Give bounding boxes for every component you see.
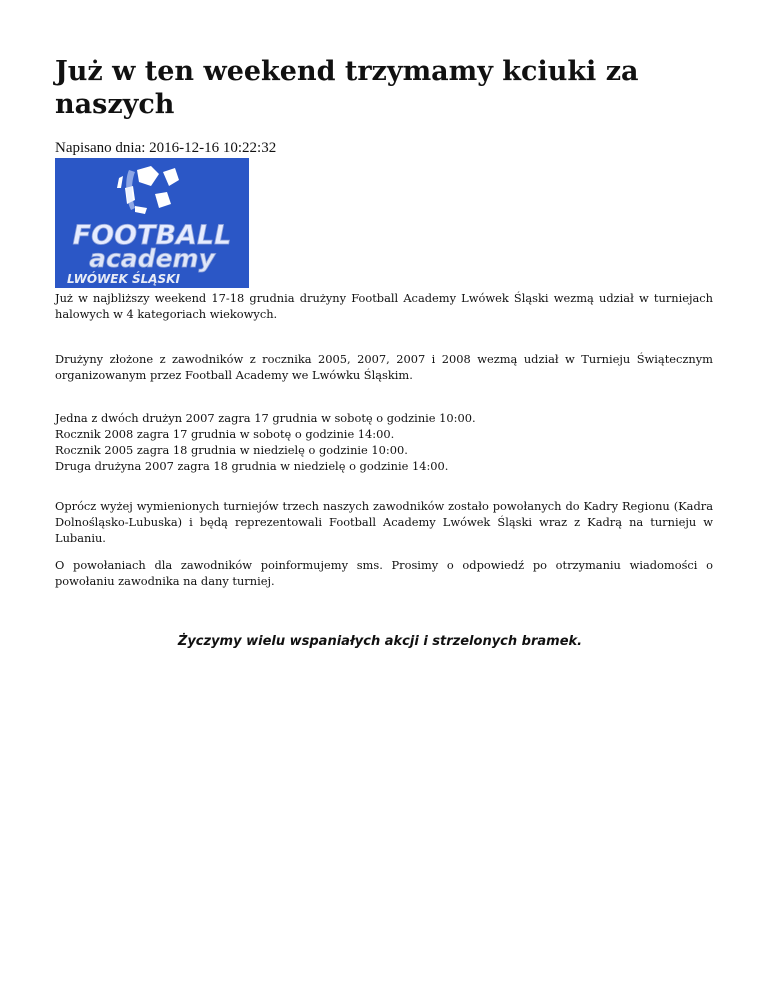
logo-graphic xyxy=(55,158,249,288)
schedule-list xyxy=(55,410,713,474)
paragraph-region-squad: Oprócz wyżej wymienionych turniejów trzech naszych zawodników zostało powołanych do Kadry Regionu (Kadra Dolnośląsko-Lubuska) i będą reprezentowali Football Academy Lwówek Śląski wraz z Kadrą na turnieju w Lubaniu. xyxy=(55,499,713,545)
schedule-item: Druga drużyna 2007 zagra 18 grudnia w niedzielę o godzinie 14:00. xyxy=(55,459,449,473)
football-academy-logo xyxy=(55,158,249,288)
logo-line2: academy xyxy=(89,244,215,273)
schedule-item: Jedna z dwóch drużyn 2007 zagra 17 grudnia w sobotę o godzinie 10:00. xyxy=(55,411,476,425)
logo-line1: FOOTBALL xyxy=(72,220,232,251)
closing-wish: Życzymy wielu wspaniałych akcji i strzelonych bramek. xyxy=(177,634,583,649)
paragraph-teams: Drużyny złożone z zawodników z rocznika 2005, 2007, 2007 i 2008 wezmą udział w Turnieju Świątecznym organizowanym przez Football Academy we Lwówku Śląskim. xyxy=(55,352,713,382)
article-title: Już w ten weekend trzymamy kciuki za naszych xyxy=(55,56,639,120)
schedule-item: Rocznik 2005 zagra 18 grudnia w niedzielę o godzinie 10:00. xyxy=(55,443,408,457)
post-date: Napisano dnia: 2016-12-16 10:22:32 xyxy=(55,140,277,156)
schedule-item: Rocznik 2008 zagra 17 grudnia w sobotę o godzinie 14:00. xyxy=(55,427,395,441)
paragraph-intro: Już w najbliższy weekend 17-18 grudnia drużyny Football Academy Lwówek Śląski wezmą udział w turniejach halowych w 4 kategoriach wiekowych. xyxy=(55,291,713,321)
logo-line3: LWÓWEK ŚLĄSKI xyxy=(67,272,180,286)
paragraph-sms: O powołaniach dla zawodników poinformujemy sms. Prosimy o odpowiedź po otrzymaniu wiadomości o powołaniu zawodnika na dany turniej. xyxy=(55,558,713,588)
